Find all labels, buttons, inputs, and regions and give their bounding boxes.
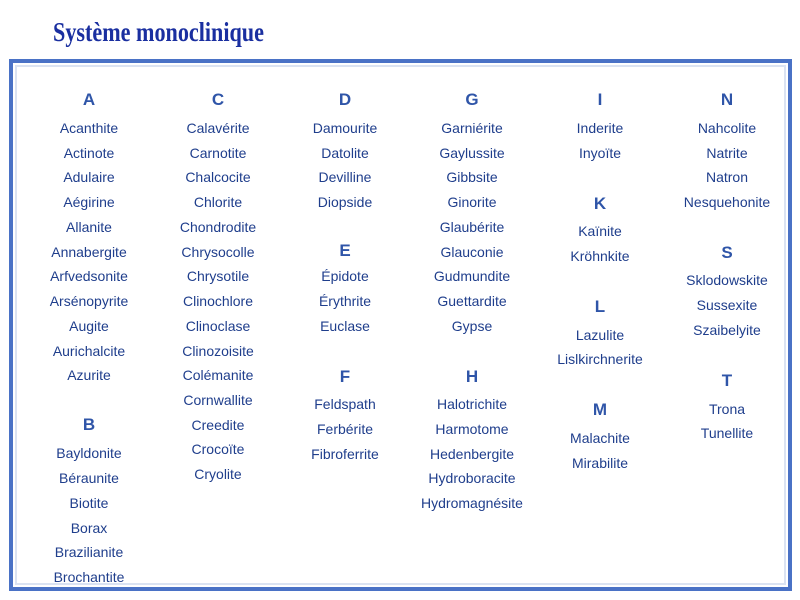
list-item: Fibroferrite (311, 446, 379, 462)
list-item: Datolite (321, 145, 369, 161)
list-item: Diopside (317, 194, 373, 210)
list-item: Gypse (451, 318, 493, 334)
letter-heading-c: C (211, 90, 225, 109)
list-item: Hydromagnésite (421, 495, 523, 511)
list-item: Crocoïte (191, 441, 245, 457)
letter-heading-e: E (339, 241, 351, 260)
list-item: Borax (70, 520, 108, 536)
list-item: Arfvedsonite (50, 268, 128, 284)
letter-heading-h: H (465, 367, 479, 386)
list-item: Épidote (321, 268, 369, 284)
list-item: Bayldonite (56, 445, 122, 461)
list-item: Inyoïte (578, 145, 622, 161)
letter-heading-i: I (597, 90, 603, 109)
list-item: Carnotite (189, 145, 247, 161)
list-item: Clinochlore (182, 293, 254, 309)
list-item: Chrysocolle (181, 244, 255, 260)
list-item: Augite (69, 318, 109, 334)
letter-heading-k: K (593, 194, 607, 213)
list-item: Devilline (318, 169, 372, 185)
page-title: Système monoclinique (53, 17, 264, 47)
list-item: Érythrite (318, 293, 372, 309)
list-item: Feldspath (314, 396, 376, 412)
list-item: Ferbérite (316, 421, 374, 437)
list-item: Cornwallite (183, 392, 253, 408)
list-item: Arsénopyrite (49, 293, 129, 309)
letter-heading-g: G (465, 90, 479, 109)
list-item: Mirabilite (571, 455, 628, 471)
list-item: Tunellite (700, 425, 754, 441)
list-item: Colémanite (182, 367, 254, 383)
list-item: Garniérite (441, 120, 503, 136)
letter-heading-n: N (720, 90, 734, 109)
list-item: Aégirine (63, 194, 115, 210)
letter-heading-f: F (339, 367, 351, 386)
list-item: Nahcolite (697, 120, 757, 136)
mineral-index-frame (9, 59, 792, 591)
list-item: Chalcocite (185, 169, 251, 185)
list-item: Natrite (706, 145, 748, 161)
list-item: Chrysotile (186, 268, 250, 284)
list-item: Brazilianite (54, 544, 124, 560)
list-item: Chondrodite (179, 219, 257, 235)
list-item: Béraunite (59, 470, 119, 486)
list-item: Halotrichite (436, 396, 508, 412)
list-item: Lislkirchnerite (557, 351, 643, 367)
list-item: Sussexite (696, 297, 758, 313)
list-item: Acanthite (59, 120, 119, 136)
list-item: Guettardite (437, 293, 507, 309)
list-item: Biotite (69, 495, 109, 511)
list-item: Creedite (191, 417, 245, 433)
list-item: Brochantite (53, 569, 125, 585)
list-item: Malachite (570, 430, 630, 446)
list-item: Cryolite (194, 466, 242, 482)
list-item: Hedenbergite (429, 446, 515, 462)
letter-heading-s: S (721, 243, 733, 262)
list-item: Annabergite (51, 244, 127, 260)
list-item: Szaibelyite (693, 322, 761, 338)
list-item: Lazulite (575, 327, 625, 343)
list-item: Clinozoisite (182, 343, 254, 359)
list-item: Actinote (63, 145, 115, 161)
letter-heading-b: B (82, 415, 96, 434)
list-item: Trona (708, 401, 746, 417)
list-item: Azurite (67, 367, 111, 383)
list-item: Nesquehonite (683, 194, 771, 210)
list-item: Sklodowskite (686, 272, 768, 288)
list-item: Inderite (576, 120, 624, 136)
list-item: Natron (705, 169, 749, 185)
list-item: Clinoclase (185, 318, 251, 334)
list-item: Euclase (320, 318, 370, 334)
list-item: Adulaire (63, 169, 115, 185)
letter-heading-d: D (338, 90, 352, 109)
list-item: Ginorite (447, 194, 497, 210)
list-item: Gibbsite (446, 169, 498, 185)
list-item: Glauconie (440, 244, 504, 260)
list-item: Aurichalcite (52, 343, 126, 359)
list-item: Damourite (312, 120, 378, 136)
list-item: Hydroboracite (428, 470, 516, 486)
list-item: Chlorite (193, 194, 243, 210)
letter-heading-t: T (721, 371, 733, 390)
list-item: Harmotome (435, 421, 509, 437)
list-item: Kaïnite (578, 223, 622, 239)
list-item: Allanite (66, 219, 112, 235)
list-item: Calavérite (186, 120, 250, 136)
list-item: Glaubérite (439, 219, 505, 235)
letter-heading-m: M (592, 400, 608, 419)
list-item: Gudmundite (433, 268, 511, 284)
letter-heading-l: L (594, 297, 606, 316)
list-item: Gaylussite (439, 145, 505, 161)
letter-heading-a: A (82, 90, 96, 109)
list-item: Kröhnkite (570, 248, 630, 264)
